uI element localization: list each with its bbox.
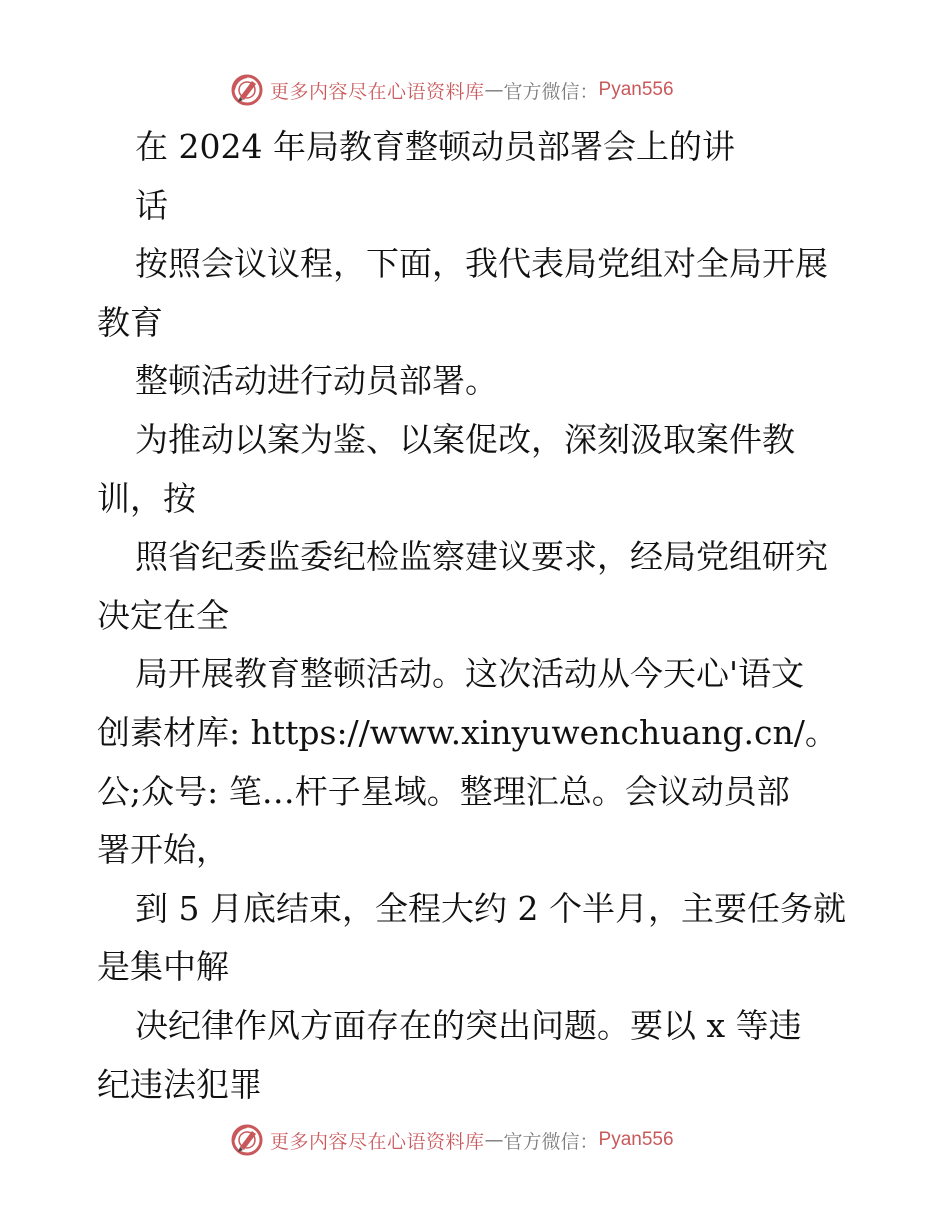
- banner-wechat-label: 官方微信：: [503, 1130, 599, 1153]
- text-line: 教育: [97, 302, 163, 342]
- banner-wechat-label: 官方微信：: [503, 80, 599, 103]
- text-line: 署开始，: [97, 830, 229, 870]
- text-line: 训，按: [97, 478, 196, 518]
- text-line-link: 创素材库: https://www.xinyuwenchuang.cn/。: [97, 712, 838, 752]
- text-line: 整顿活动进行动员部署。: [135, 361, 498, 401]
- text-line: 话: [135, 185, 168, 225]
- banner-separator: —: [484, 79, 504, 101]
- text-line: 照省纪委监委纪检监察建议要求，经局党组研究: [135, 537, 828, 577]
- banner-wechat-id: Pyan556: [598, 79, 674, 100]
- pen-nib-logo-icon: [230, 73, 264, 107]
- footer-banner: [230, 1120, 674, 1160]
- header-banner: [230, 70, 674, 110]
- text-line: 决定在全: [97, 595, 229, 635]
- document-body: [97, 118, 897, 1114]
- text-line: 公;众号: 笔…杆子星域。整理汇总。会议动员部: [97, 771, 790, 811]
- text-line: 决纪律作风方面存在的突出问题。要以 x 等违: [135, 1005, 802, 1045]
- banner-title: 更多内容尽在心语资料库: [270, 80, 485, 103]
- text-line: 在 2024 年局教育整顿动员部署会上的讲: [135, 127, 735, 166]
- banner-wechat-id: Pyan556: [598, 1129, 674, 1150]
- pen-nib-logo-icon: [230, 1123, 264, 1157]
- text-line: 为推动以案为鉴、以案促改，深刻汲取案件教: [135, 419, 795, 459]
- text-line: 局开展教育整顿活动。这次活动从今天心'语文: [135, 654, 805, 694]
- text-line: 纪违法犯罪: [97, 1064, 262, 1104]
- banner-separator: —: [484, 1129, 504, 1151]
- banner-title: 更多内容尽在心语资料库: [270, 1130, 485, 1153]
- text-line: 按照会议议程，下面，我代表局党组对全局开展: [135, 244, 828, 284]
- text-line: 到 5 月底结束，全程大约 2 个半月，主要任务就: [135, 888, 846, 928]
- text-line: 是集中解: [97, 947, 229, 987]
